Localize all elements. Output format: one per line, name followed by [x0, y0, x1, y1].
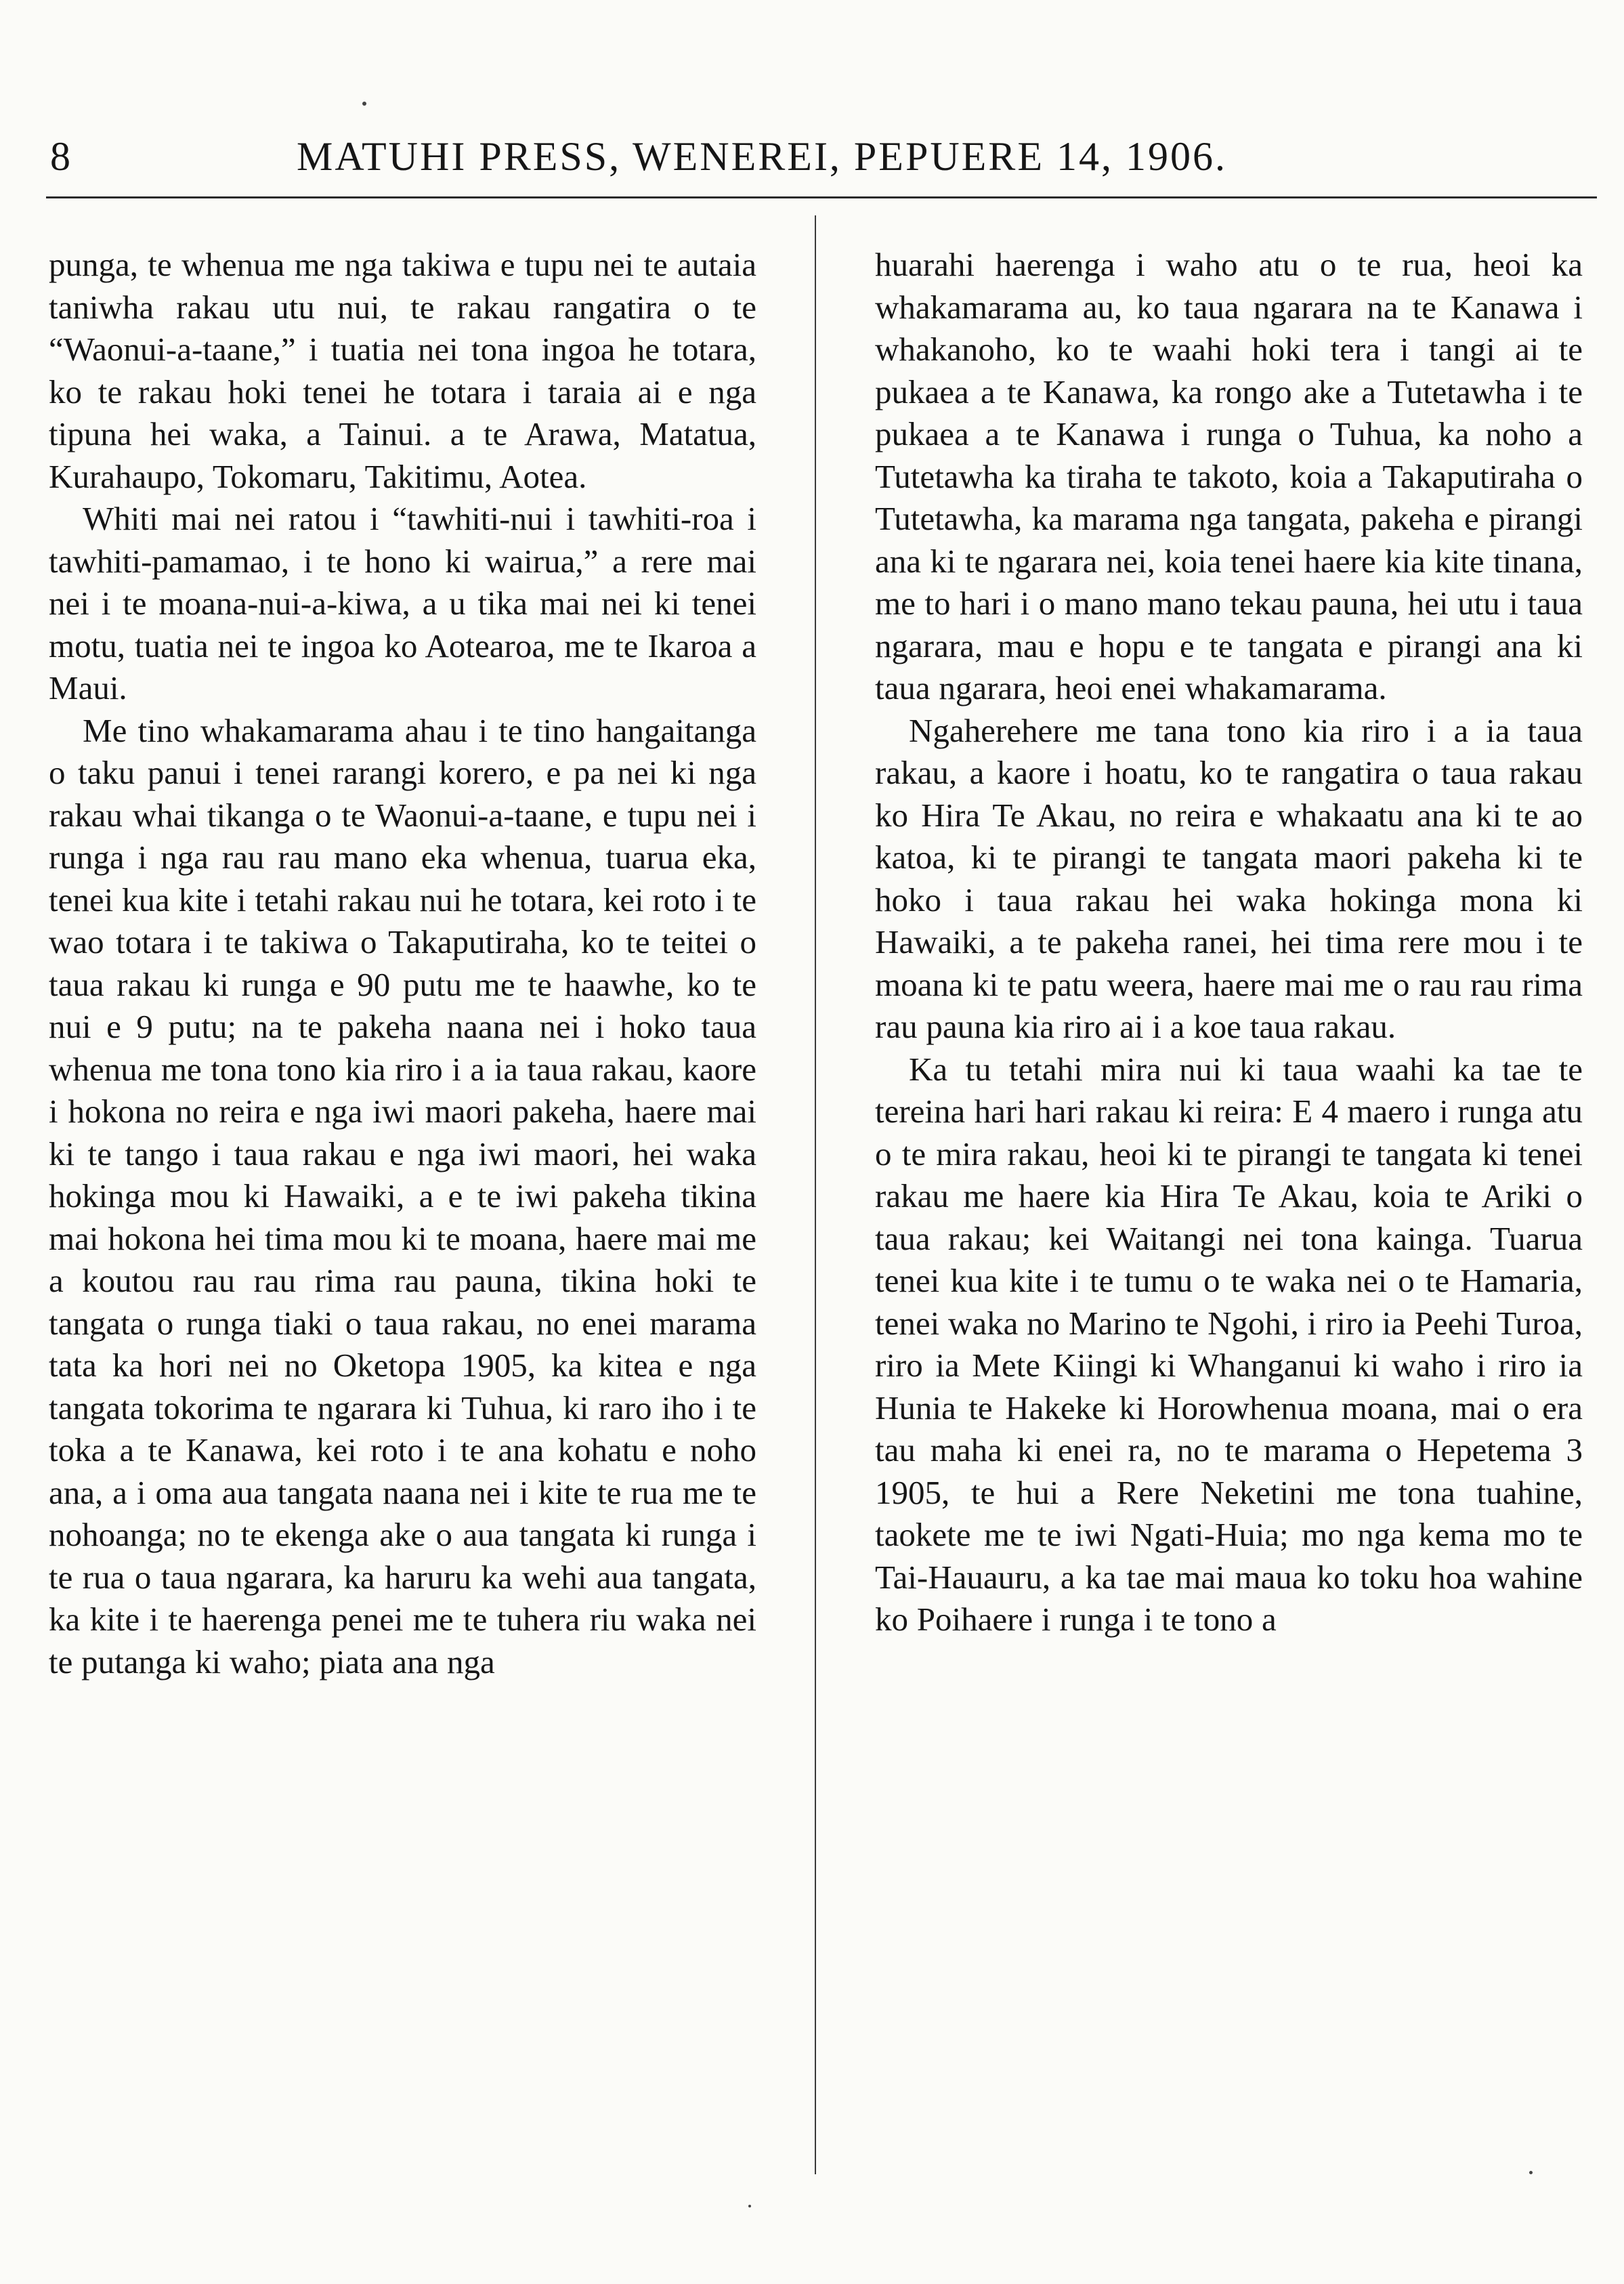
left-paragraph-3: Me tino whakamarama ahau i te tino hangaitanga o taku panui i tenei rarangi korero, e pa nei ki nga rakau whai tikanga o te Waonui-a-taane, e tupu nei i runga i nga rau rau mano eka whenua, tuarua eka, tenei kua kite i tetahi rakau nui he totara, kei roto i te wao totara i te takiwa o Takaputiraha, ko te teitei o taua rakau ki runga e 90 putu me te haawhe, ko te nui e 9 putu; na te pakeha naana nei i hoko taua whenua me tona tono kia riro i a ia taua rakau, kaore i hokona no reira e nga iwi maori pakeha, haere mai ki te tango i taua rakau e nga iwi maori, hei waka hokinga mou ki Hawaiki, a e te iwi pakeha tikina mai hokona hei tima mou ki te moana, haere mai me a koutou rau rau rima rau pauna, tikina hoki te tangata o runga tiaki o taua rakau, no enei marama tata ka hori nei no Oketopa 1905, ka kitea e nga tangata tokorima te ngarara ki Tuhua, ki raro iho i te toka a te Kanawa, kei roto i te ana kohatu e noho ana, a i oma aua tangata naana nei i kite te rua me te nohoanga; no te ekenga ake o aua tangata ki runga i te rua o taua ngarara, ka haruru ka wehi aua tangata, ka kite i te haerenga penei me te tuhera riu waka nei te putanga ki waho; piata ana nga	[49, 711, 756, 1680]
print-speck	[362, 102, 366, 106]
header-rule	[46, 196, 1597, 198]
right-paragraph-1: huarahi haerenga i waho atu o te rua, heoi ka whakamarama au, ko taua ngarara na te Kanawa i whakanoho, ko te waahi hoki tera i tangi ai te pukaea a te Kanawa, ka rongo ake a Tutetawha i te pukaea a te Kanawa i runga o Tuhua, ka noho a Tutetawha ka tiraha te takoto, koia a Takaputiraha o Tutetawha, ka marama nga tangata, pakeha e pirangi ana ki te ngarara nei, koia tenei haere kia kite tinana, me to hari i o mano mano tekau pauna, hei utu i taua ngarara, mau e hopu e te tangata e pirangi ana ki taua ngarara, heoi enei whakamarama.	[875, 246, 1583, 706]
left-column	[49, 244, 756, 1683]
page-header	[39, 126, 1597, 187]
left-paragraph-2: Whiti mai nei ratou i “tawhiti-nui i tawhiti-roa i tawhiti-pamamao, i te hono ki wairua,” a rere mai nei i te moana-nui-a-kiwa, a u tika mai nei ki tenei motu, tuatia nei te ingoa ko Aotearoa, me te Ikaroa a Maui.	[49, 500, 756, 706]
print-speck	[1529, 2171, 1533, 2174]
print-speck	[748, 2205, 751, 2207]
right-paragraph-3: Ka tu tetahi mira nui ki taua waahi ka tae te tereina hari hari rakau ki reira: E 4 maero i runga atu o te mira rakau, heoi ki te pirangi te tangata ki tenei rakau me haere kia Hira Te Akau, koia te Ariki o taua rakau; kei Waitangi nei tona kainga. Tuarua tenei kua kite i te tumu o te waka nei o te Hamaria, tenei waka no Marino te Ngohi, i riro ia Peehi Turoa, riro ia Mete Kiingi ki Whanganui ki waho i riro ia Hunia te Hakeke ki Horowhenua moana, mai o era tau maha ki enei ra, no te marama o Hepetema 3 1905, te hui a Rere Neketini me tona tuahine, taokete me te iwi Ngati-Huia; mo nga kema mo te Tai-Hauauru, a ka tae mai maua ko toku hoa wahine ko Poihaere i runga i te tono a	[875, 1050, 1583, 1638]
right-paragraph-2: Ngaherehere me tana tono kia riro i a ia taua rakau, a kaore i hoatu, ko te rangatira o taua rakau ko Hira Te Akau, no reira e whakaatu ana ki te ao katoa, ki te pirangi te tangata maori pakeha ki te hoko i taua rakau hei waka hokinga mona ki Hawaiki, a te pakeha ranei, hei tima rere mou i te moana ki te patu weera, haere mai me o rau rau rima rau pauna kia riro ai i a koe taua rakau.	[875, 711, 1583, 1045]
column-divider	[815, 215, 816, 2174]
right-column	[875, 244, 1583, 1641]
page-number: 8	[50, 134, 70, 179]
running-title: MATUHI PRESS, WENEREI, PEPUERE 14, 1906.	[297, 134, 1227, 179]
left-paragraph-1: punga, te whenua me nga takiwa e tupu nei te autaia taniwha rakau utu nui, te rakau rangatira o te “Waonui-a-taane,” i tuatia nei tona ingoa he totara, ko te rakau hoki tenei he totara i taraia ai e nga tipuna hei waka, a Tainui. a te Arawa, Matatua, Kurahaupo, Tokomaru, Takitimu, Aotea.	[49, 246, 756, 495]
